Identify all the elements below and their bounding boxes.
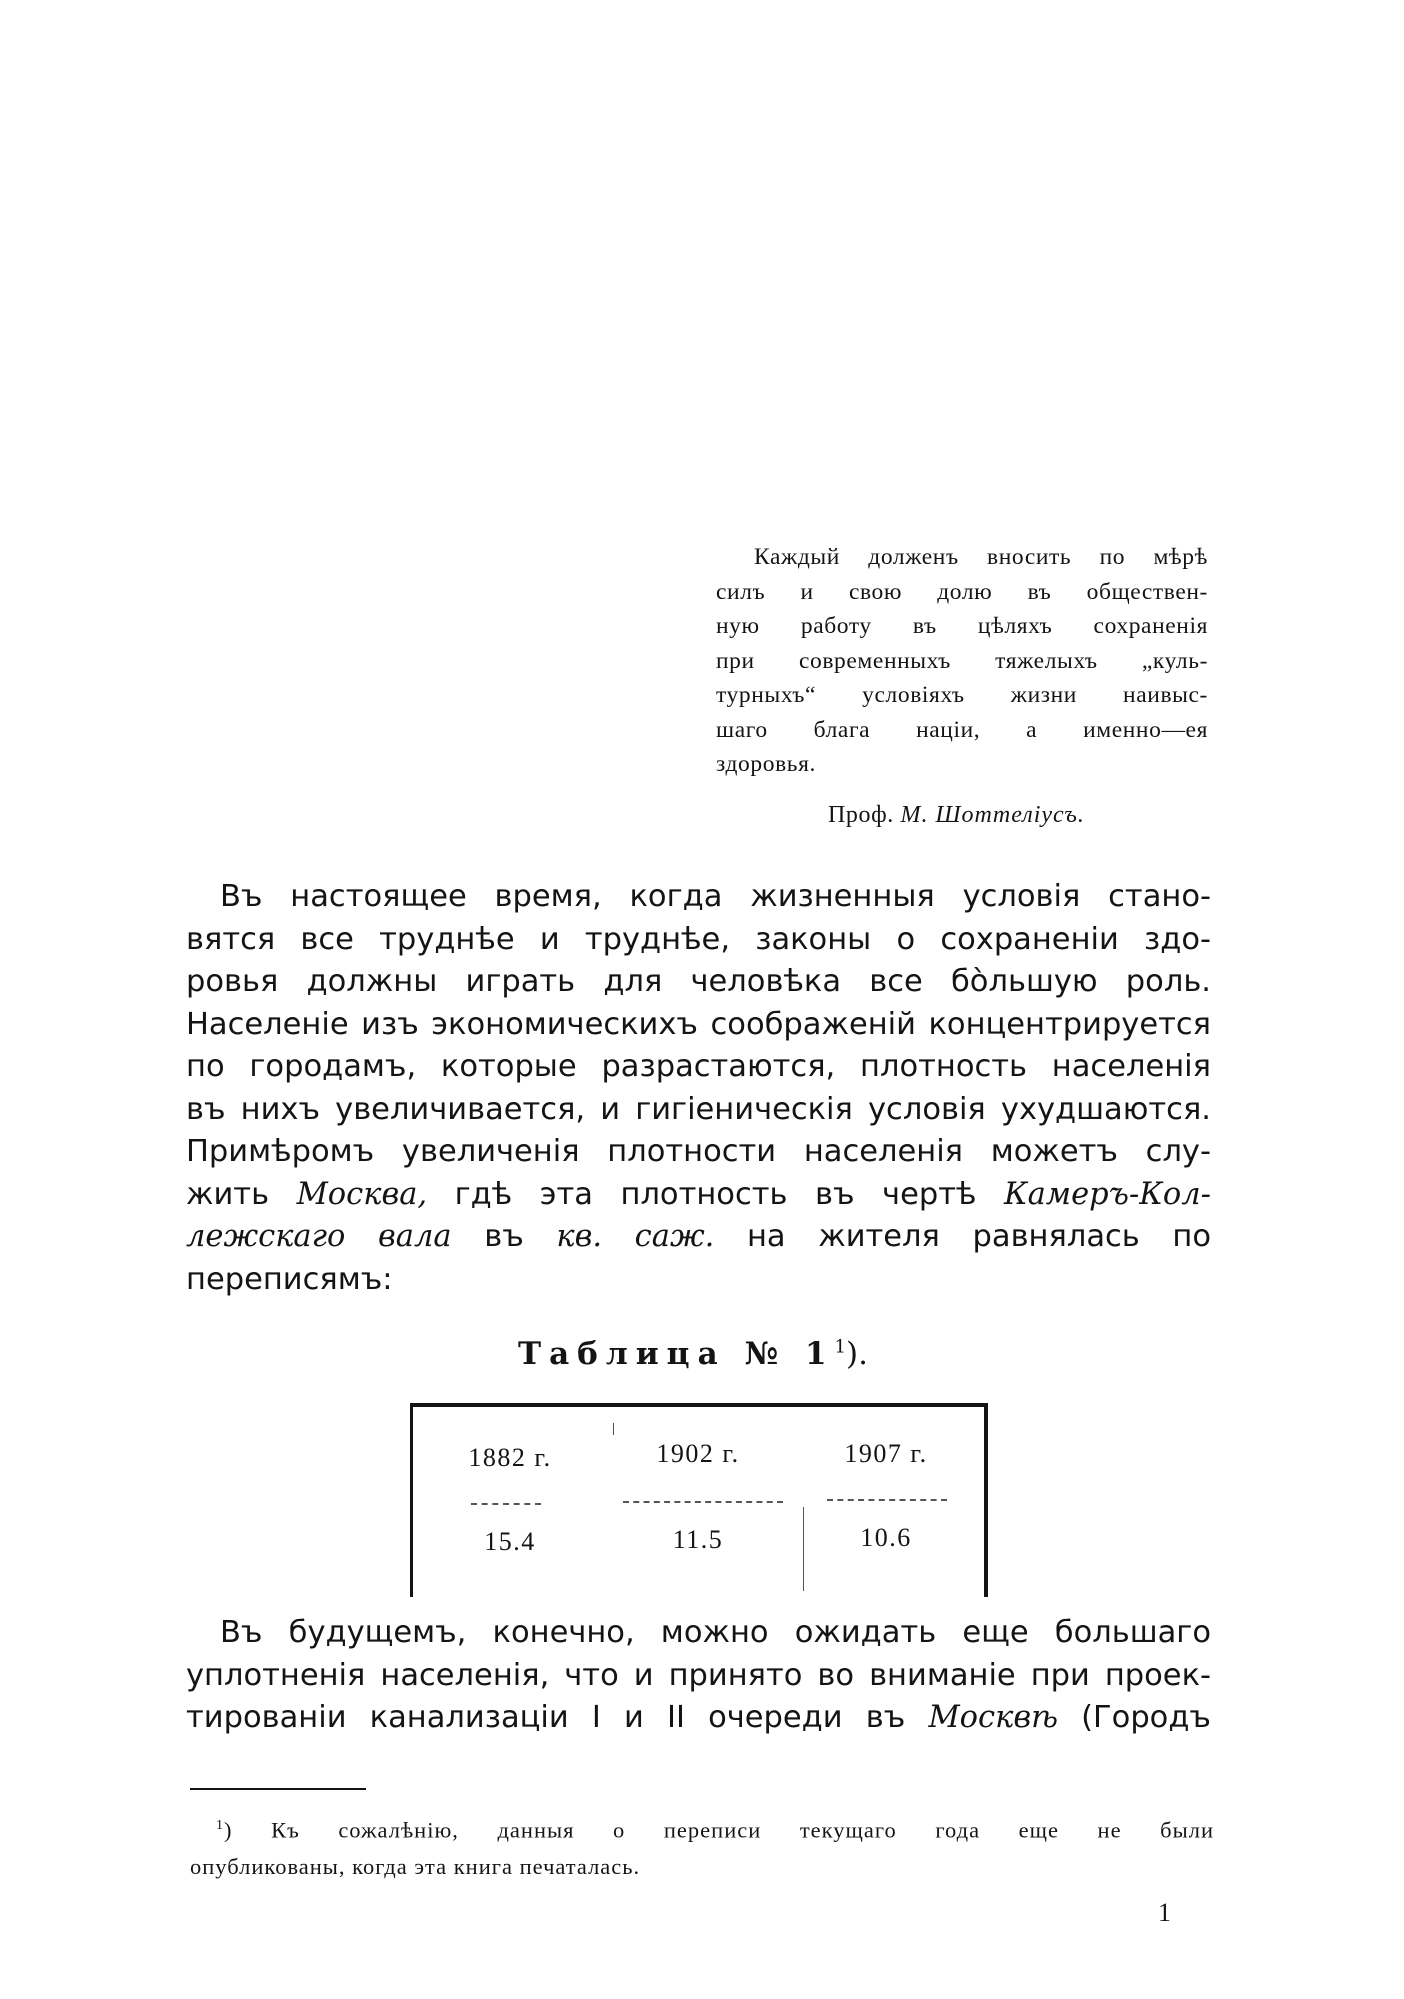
paragraph-line: ровья должны играть для человѣка все бо̀льшую роль. (186, 964, 1211, 999)
table-rule (623, 1501, 783, 1503)
paragraph-line: вятся все труднѣе и труднѣе, законы о сохраненіи здо- (186, 921, 1211, 957)
table-rule (471, 1503, 541, 1505)
table-value-cell: 15.4 (484, 1527, 536, 1556)
paragraph-line: Въ настоящее время, когда жизненныя условія стано- (220, 879, 1211, 914)
paragraph-line: въ нихъ увеличивается, и гигіеническія условія ухудшаются. (186, 1091, 1211, 1127)
epigraph-author (828, 802, 1085, 829)
author-name: М. Шоттеліусъ. (900, 802, 1085, 828)
epigraph-line: турныхъ“ условіяхъ жизни наивыс- (716, 682, 1208, 708)
table-value-cell: 10.6 (860, 1523, 912, 1552)
paragraph-line: лежскаго вала въ кв. саж. на жителя равнялась по (186, 1219, 1211, 1254)
epigraph-line: здоровья. (716, 751, 816, 777)
city-name: Москвѣ (928, 1700, 1058, 1735)
table-header-cell: 1907 г. (844, 1439, 928, 1468)
paragraph-line: Населеніе изъ экономическихъ соображеній концентрируется (186, 1006, 1211, 1042)
census-table (410, 1403, 988, 1597)
epigraph-line: силъ и свою долю въ обществен- (716, 578, 1208, 605)
footnote (190, 1808, 1214, 1885)
city-name: Москва, (296, 1176, 428, 1212)
footnote-marker: 1 (216, 1818, 224, 1833)
epigraph-line: при современныхъ тяжелыхъ „куль- (716, 647, 1208, 674)
unit-name: кв. саж. (556, 1219, 715, 1254)
footnote-ref: 1 (834, 1336, 846, 1358)
paragraph-line: Въ будущемъ, конечно, можно ожидать еще большаго (220, 1615, 1211, 1650)
table-header-cell: 1882 г. (468, 1443, 552, 1472)
paragraph-line: тированіи канализаціи I и II очереди въ Москвѣ (Городъ (186, 1700, 1211, 1735)
paragraph-line: жить Москва, гдѣ эта плотность въ чертѣ Камеръ-Кол- (186, 1176, 1211, 1212)
paragraph-line: переписямъ: (186, 1261, 393, 1297)
author-title: Проф. (828, 802, 894, 828)
table-value-cell: 11.5 (672, 1525, 724, 1554)
epigraph (716, 540, 1208, 782)
place-name: Камеръ-Кол- (1004, 1176, 1211, 1212)
table-header-cell: 1902 г. (656, 1439, 740, 1468)
epigraph-line: шаго блага націи, а именно—ея (716, 716, 1208, 743)
paragraph-1 (186, 876, 1211, 1301)
paragraph-line: по городамъ, которые разрастаются, плотность населенія (186, 1049, 1211, 1084)
footnote-divider (190, 1788, 366, 1790)
paragraph-2 (186, 1612, 1211, 1740)
footnote-line: $^1$) Къ сожалѣнію, данныя о переписи текущаго года еще не были (216, 1817, 1214, 1843)
epigraph-line: ную работу въ цѣляхъ сохраненія (716, 613, 1208, 639)
paragraph-line: уплотненія населенія, что и принято во вниманіе при проек- (186, 1657, 1211, 1693)
place-name: лежскаго вала (186, 1219, 452, 1254)
footnote-line: опубликованы, когда эта книга печаталась. (190, 1853, 641, 1879)
paragraph-line: Примѣромъ увеличенія плотности населенія можетъ слу- (186, 1134, 1211, 1169)
page-number: 1 (1158, 1898, 1171, 1927)
table-title: Таблица № $1^1$). (518, 1336, 868, 1372)
epigraph-line: Каждый долженъ вносить по мѣрѣ (754, 544, 1208, 570)
table-divider (613, 1423, 614, 1435)
table-rule (827, 1499, 947, 1501)
